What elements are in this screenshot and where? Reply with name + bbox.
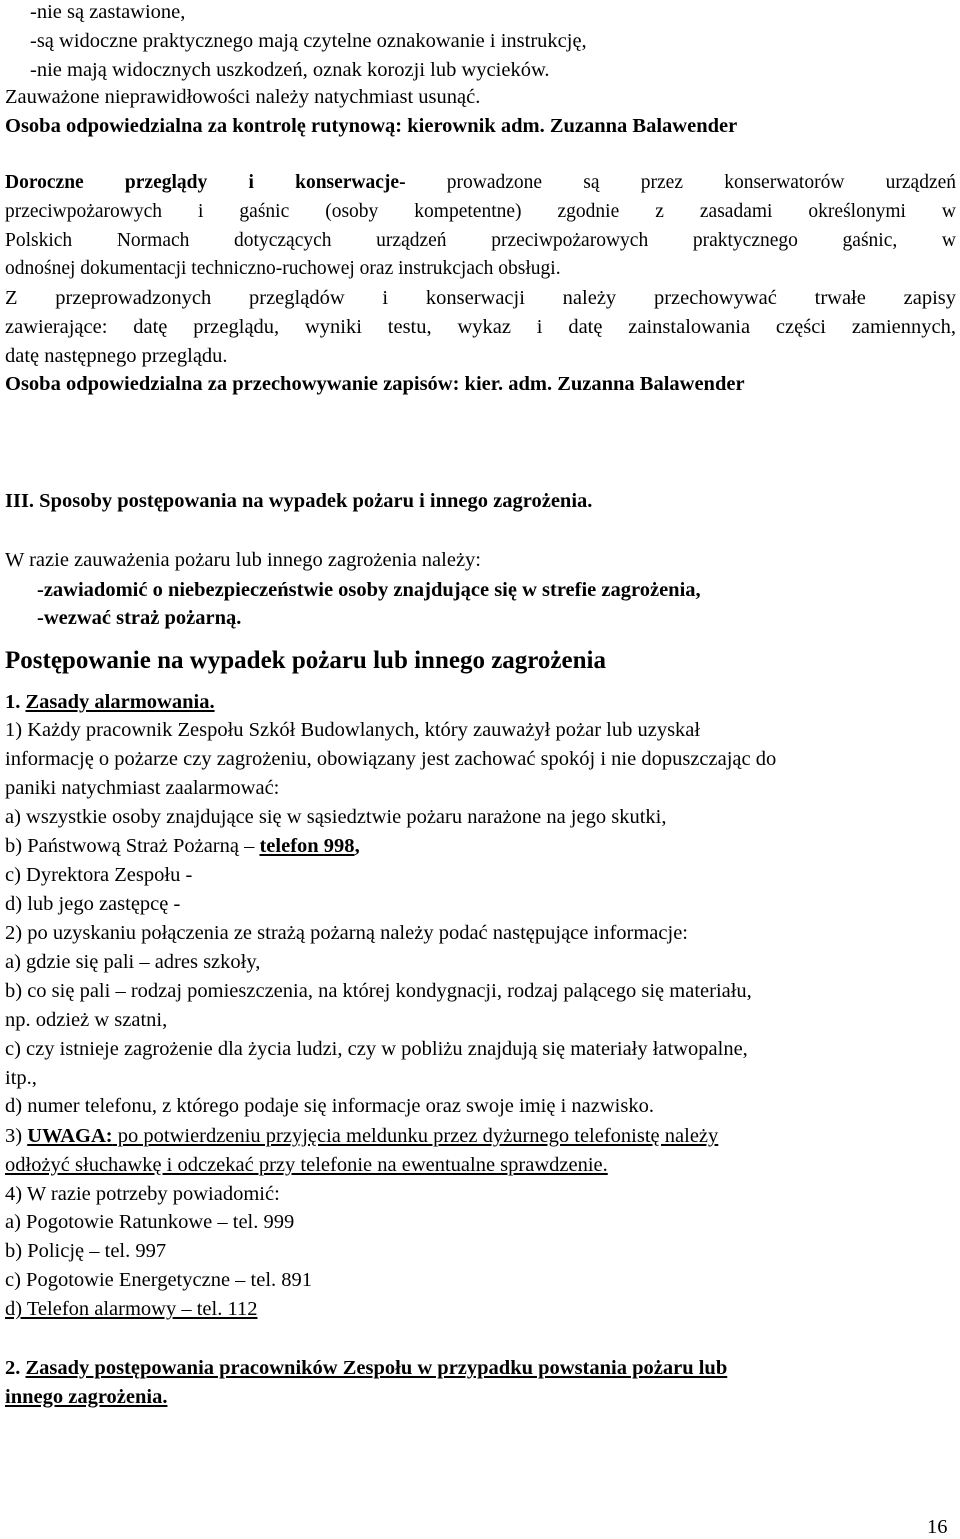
paragraph-line: Polskich Normach dotyczących urządzeń przeciwpożarowych praktycznego gaśnic, w (5, 230, 956, 251)
list-item: b) Państwową Straż Pożarną – telefon 998, (5, 835, 360, 857)
text-line: 1) Każdy pracownik Zespołu Szkół Budowlanych, który zauważył pożar lub uzyskał (5, 719, 701, 741)
page-number: 16 (927, 1516, 948, 1538)
warning-line: 3) UWAGA: po potwierdzeniu przyjęcia meldunku przez dyżurnego telefonistę należy (5, 1125, 719, 1147)
list-item: d) numer telefonu, z którego podaje się informacje oraz swoje imię i nazwisko. (5, 1095, 654, 1117)
text-line: W razie zauważenia pożaru lub innego zagrożenia należy: (5, 549, 481, 571)
text-line: paniki natychmiast zaalarmować: (5, 777, 280, 799)
list-item: a) Pogotowie Ratunkowe – tel. 999 (5, 1211, 295, 1233)
responsible-person-line: Osoba odpowiedzialna za przechowywanie zapisów: kier. adm. Zuzanna Balawender (5, 373, 745, 395)
numbered-heading: 2. Zasady postępowania pracowników Zespołu w przypadku powstania pożaru lub (5, 1357, 728, 1379)
text-line: -są widoczne praktycznego mają czytelne oznakowanie i instrukcję, (30, 30, 587, 52)
text-line: Zauważone nieprawidłowości należy natychmiast usunąć. (5, 86, 481, 108)
list-item: a) wszystkie osoby znajdujące się w sąsiedztwie pożaru narażone na jego skutki, (5, 806, 667, 828)
section-heading: III. Sposoby postępowania na wypadek pożaru i innego zagrożenia. (5, 490, 593, 512)
list-item: c) Pogotowie Energetyczne – tel. 891 (5, 1269, 313, 1291)
list-item: b) co się pali – rodzaj pomieszczenia, na której kondygnacji, rodzaj palącego się materiału, (5, 980, 752, 1002)
list-item: c) czy istnieje zagrożenie dla życia ludzi, czy w pobliżu znajdują się materiały łatwopalne, (5, 1038, 748, 1060)
list-item: c) Dyrektora Zespołu - (5, 864, 193, 886)
text-line: 2) po uzyskaniu połączenia ze strażą pożarną należy podać następujące informacje: (5, 922, 688, 944)
subsection-title: Postępowanie na wypadek pożaru lub innego zagrożenia (5, 647, 606, 674)
text-line: -nie mają widocznych uszkodzeń, oznak korozji lub wycieków. (30, 59, 550, 81)
responsible-person-line: Osoba odpowiedzialna za kontrolę rutynową: kierownik adm. Zuzanna Balawender (5, 115, 738, 137)
annual-inspections-heading: Doroczne przeglądy i konserwacje- (5, 172, 406, 193)
list-item: b) Policję – tel. 997 (5, 1240, 167, 1262)
numbered-heading: 1. Zasady alarmowania. (5, 691, 215, 713)
paragraph-line: odnośnej dokumentacji techniczno-ruchowej oraz instrukcjach obsługi. (5, 258, 561, 279)
numbered-heading-continuation: innego zagrożenia. (5, 1386, 168, 1408)
text-line: informację o pożarze czy zagrożeniu, obowiązany jest zachować spokój i nie dopuszczając do (5, 748, 777, 770)
text-line: -nie są zastawione, (30, 1, 186, 23)
text-line: 4) W razie potrzeby powiadomić: (5, 1183, 280, 1205)
paragraph-line: zawierające: datę przeglądu, wyniki testu, wykaz i datę zainstalowania części zamiennych, (5, 316, 956, 338)
list-item: np. odzież w szatni, (5, 1009, 168, 1031)
paragraph-line: przeciwpożarowych i gaśnic (osoby kompetentne) zgodnie z zasadami określonymi w (5, 201, 956, 222)
text-line: -wezwać straż pożarną. (37, 607, 242, 629)
paragraph-line: Doroczne przeglądy i konserwacje- prowadzone są przez konserwatorów urządzeń (5, 172, 957, 193)
list-item: itp., (5, 1067, 37, 1089)
fire-brigade-phone: telefon 998 (259, 835, 355, 857)
paragraph-line: Z przeprowadzonych przeglądów i konserwacji należy przechowywać trwałe zapisy (5, 287, 956, 309)
list-item: d) Telefon alarmowy – tel. 112 (5, 1298, 258, 1320)
paragraph-line: datę następnego przeglądu. (5, 345, 228, 367)
warning-label: UWAGA: (27, 1125, 113, 1147)
text-line: -zawiadomić o niebezpieczeństwie osoby znajdujące się w strefie zagrożenia, (37, 579, 701, 601)
warning-line: odłożyć słuchawkę i odczekać przy telefonie na ewentualne sprawdzenie. (5, 1154, 608, 1176)
list-item: a) gdzie się pali – adres szkoły, (5, 951, 261, 973)
list-item: d) lub jego zastępcę - (5, 893, 181, 915)
